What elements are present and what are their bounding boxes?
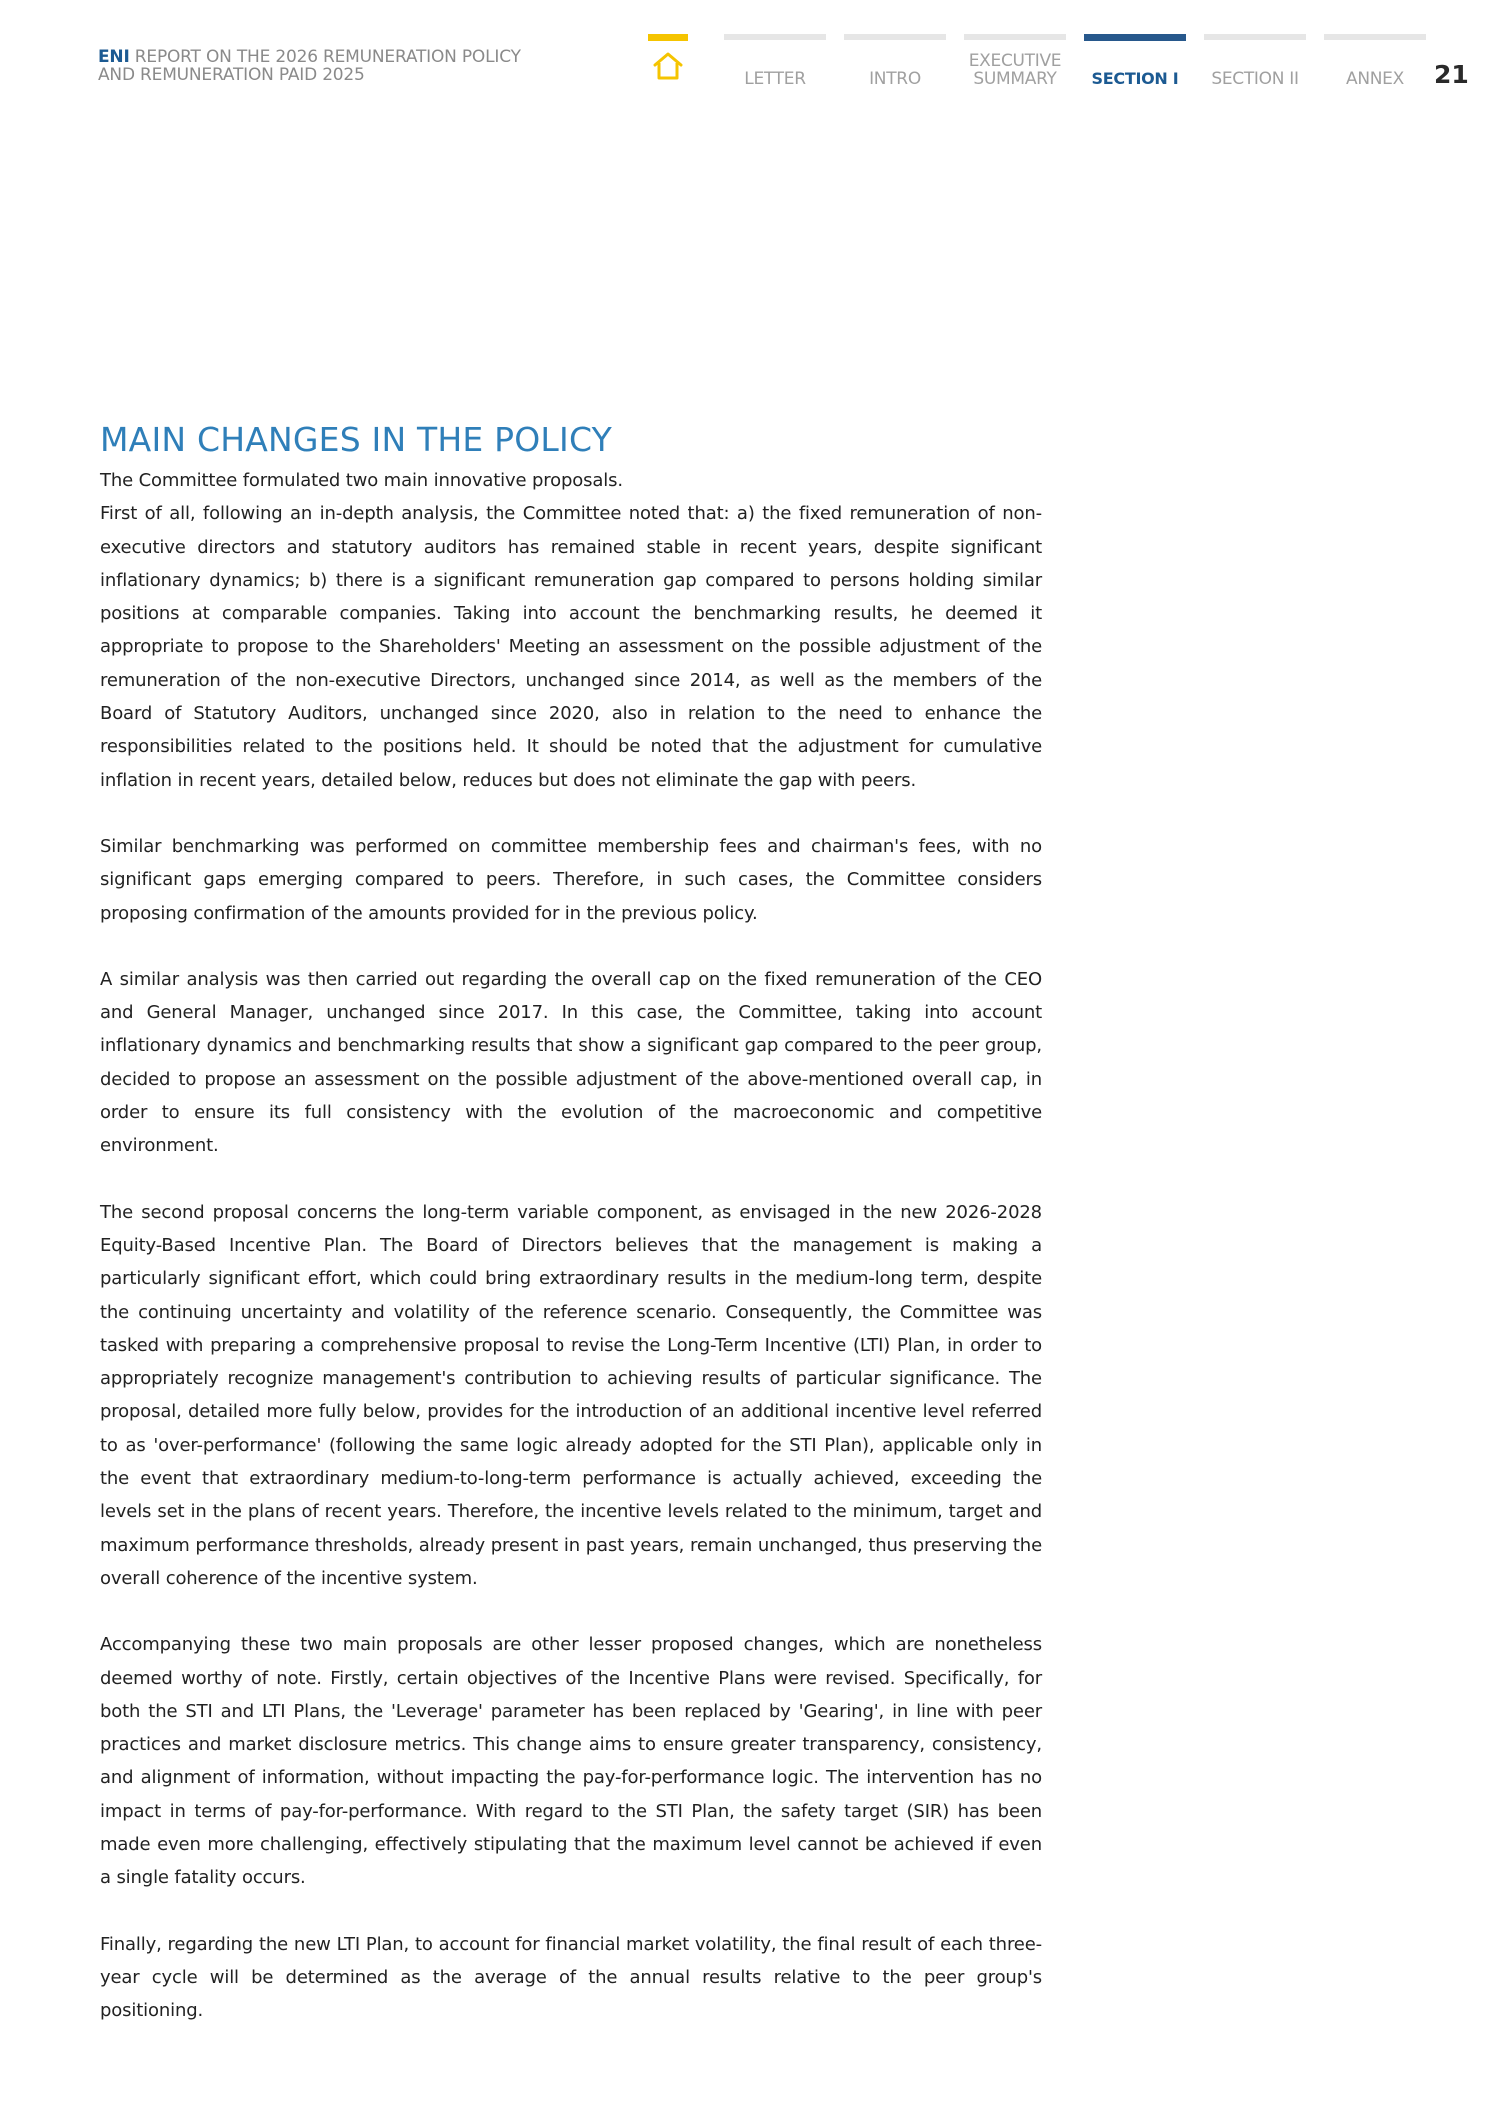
nav-tab-bar (1324, 34, 1426, 40)
report-title-line1: REPORT ON THE 2026 REMUNERATION POLICY (134, 47, 521, 67)
nav-tab-executive-summary[interactable] (964, 34, 1066, 94)
nav-tab-bar (724, 34, 826, 40)
section-nav (648, 34, 1426, 94)
main-content (100, 420, 1042, 2027)
nav-tab-label: SECTION I (1091, 69, 1179, 88)
nav-tab-bar (1204, 34, 1306, 40)
paragraph: Accompanying these two main proposals are other lesser proposed changes, which are nonetheless deemed worthy of note. Firstly, certain objectives of the Incentive Plans were revised. Specifically, for both the STI and LTI Plans, the 'Leverage' parameter has been replaced by 'Gearing', in line with peer practices and market disclosure metrics. This change aims to ensure greater transparency, consistency, and alignment of information, without impacting the pay-for-performance logic. The intervention has no impact in terms of pay-for-performance. With regard to the STI Plan, the safety target (SIR) has been made even more challenging, effectively stipulating that the maximum level cannot be achieved if even a single fatality occurs. (100, 1634, 1042, 1889)
page-header (0, 0, 1500, 110)
nav-tab-label: SECTION II (1211, 69, 1299, 89)
paragraph: Finally, regarding the new LTI Plan, to account for financial market volatility, the final result of each three-year cycle will be determined as the average of the annual results relative to the peer group's positioning. (100, 1933, 1042, 2022)
paragraph: The Committee formulated two main innovative proposals. (100, 470, 623, 491)
nav-tab-letter[interactable] (724, 34, 826, 94)
nav-tab-bar (844, 34, 946, 40)
paragraph: First of all, following an in-depth analysis, the Committee noted that: a) the fixed remuneration of non-executive directors and statutory auditors has remained stable in recent years, despite significant inflationary dynamics; b) there is a significant remuneration gap compared to persons holding similar positions at comparable companies. Taking into account the benchmarking results, he deemed it appropriate to propose to the Shareholders' Meeting an assessment on the possible adjustment of the remuneration of the non-executive Directors, unchanged since 2014, as well as the members of the Board of Statutory Auditors, unchanged since 2020, also in relation to the need to enhance the responsibilities related to the positions held. It should be noted that the adjustment for cumulative inflation in recent years, detailed below, reduces but does not eliminate the gap with peers. (100, 503, 1042, 791)
nav-tab-label-line1: EXECUTIVE (968, 51, 1062, 71)
report-title (98, 48, 521, 84)
home-icon (652, 51, 684, 81)
nav-tab-section-2[interactable] (1204, 34, 1306, 94)
nav-tab-label: LETTER (744, 69, 806, 89)
brand-name: ENI (98, 47, 130, 67)
nav-tab-label: ANNEX (1346, 69, 1404, 89)
paragraph: Similar benchmarking was performed on committee membership fees and chairman's fees, with no significant gaps emerging compared to peers. Therefore, in such cases, the Committee considers proposing confirmation of the amounts provided for in the previous policy. (100, 835, 1042, 924)
report-title-line2: AND REMUNERATION PAID 2025 (98, 65, 365, 85)
paragraph: The second proposal concerns the long-term variable component, as envisaged in the new 2026-2028 Equity-Based Incentive Plan. The Board of Directors believes that the management is making a particularly significant effort, which could bring extraordinary results in the medium-long term, despite the continuing uncertainty and volatility of the reference scenario. Consequently, the Committee was tasked with preparing a comprehensive proposal to revise the Long-Term Incentive (LTI) Plan, in order to appropriately recognize management's contribution to achieving results of particular significance. The proposal, detailed more fully below, provides for the introduction of an additional incentive level referred to as 'over-performance' (following the same logic already adopted for the STI Plan), applicable only in the event that extraordinary medium-to-long-term performance is actually achieved, exceeding the levels set in the plans of recent years. Therefore, the incentive levels related to the minimum, target and maximum performance thresholds, already present in past years, remain unchanged, thus preserving the overall coherence of the incentive system. (100, 1201, 1042, 1589)
nav-tab-label-line2: SUMMARY (973, 69, 1057, 89)
nav-tab-label: INTRO (869, 69, 921, 89)
section-heading: MAIN CHANGES IN THE POLICY (100, 420, 612, 459)
nav-tab-bar-active (1084, 34, 1186, 41)
paragraph: A similar analysis was then carried out regarding the overall cap on the fixed remuneration of the CEO and General Manager, unchanged since 2017. In this case, the Committee, taking into account inflationary dynamics and benchmarking results that show a significant gap compared to the peer group, decided to propose an assessment on the possible adjustment of the above-mentioned overall cap, in order to ensure its full consistency with the evolution of the macroeconomic and competitive environment. (100, 968, 1042, 1157)
page-number: 21 (1434, 60, 1469, 89)
nav-home[interactable] (648, 34, 688, 94)
nav-home-bar (648, 34, 688, 41)
nav-tab-intro[interactable] (844, 34, 946, 94)
nav-tab-annex[interactable] (1324, 34, 1426, 94)
nav-tab-section-1[interactable] (1084, 34, 1186, 94)
nav-tab-label (964, 52, 1066, 88)
nav-tab-bar (964, 34, 1066, 40)
